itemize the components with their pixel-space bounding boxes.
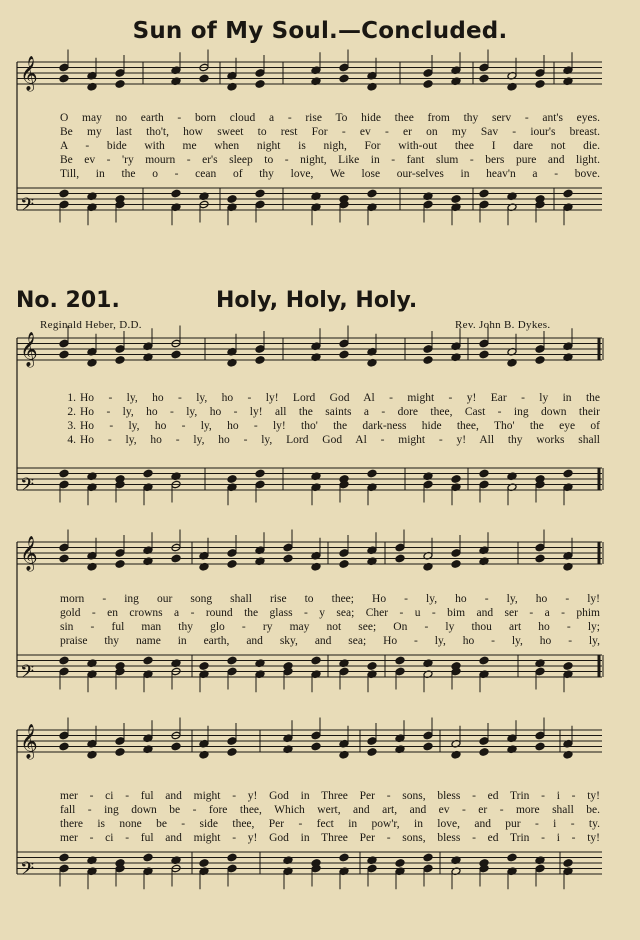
note-head	[535, 554, 545, 563]
note-head	[143, 656, 153, 665]
note-head	[563, 469, 573, 478]
note-head	[311, 742, 321, 751]
note-head	[535, 345, 545, 354]
composer-credit: Rev. John B. Dykes.	[455, 319, 551, 331]
note-head	[115, 748, 125, 757]
note-head	[367, 737, 377, 746]
verse-text: fall - ing down be - fore thee, Which wert, and art, and ev - er - more shall be.	[60, 804, 600, 816]
note-head	[479, 469, 489, 478]
verse-text: gold - en crowns a - round the glass - y sea; Cher - u - bim and ser - a - phim	[60, 607, 600, 619]
note-head	[227, 737, 237, 746]
note-head	[115, 69, 125, 78]
note-head	[339, 853, 349, 862]
note-head	[59, 656, 69, 665]
note-head	[367, 189, 377, 198]
note-head	[255, 356, 265, 365]
note-head	[479, 74, 489, 83]
verse-text: A - bide with me when night is nigh, For with-out thee I dare not die.	[60, 140, 600, 152]
clef-icon: 𝄞	[20, 332, 38, 367]
verse-line	[0, 406, 640, 420]
note-head	[423, 742, 433, 751]
note-head	[423, 80, 433, 89]
note-head	[311, 731, 321, 740]
note-head	[115, 737, 125, 746]
verse-line	[0, 168, 640, 182]
note-head	[115, 80, 125, 89]
verse-text: Be my last tho't, how sweet to rest For - ev - er on my Sav - iour's breast.	[60, 126, 600, 138]
note-head	[115, 549, 125, 558]
note-head	[227, 853, 237, 862]
note-head	[451, 549, 461, 558]
verse-text: praise thy name in earth, and sky, and sea; Ho - ly, ho - ly, ho - ly,	[60, 635, 600, 647]
note-head	[227, 195, 237, 204]
note-head	[339, 560, 349, 569]
note-head	[451, 560, 461, 569]
note-head	[255, 189, 265, 198]
note-head	[339, 667, 349, 676]
clef-icon: 𝄞	[20, 56, 38, 91]
note-head	[59, 200, 69, 209]
note-head	[171, 189, 181, 198]
note-head	[171, 742, 181, 751]
note-head	[59, 189, 69, 198]
hymn-number: No. 201.	[16, 288, 120, 313]
verse-line	[0, 818, 640, 832]
note-head	[479, 656, 489, 665]
note-head	[479, 63, 489, 72]
note-head	[423, 864, 433, 873]
verse-line	[0, 434, 640, 448]
verse-line	[0, 126, 640, 140]
note-head	[535, 80, 545, 89]
note-head	[143, 469, 153, 478]
verse-line	[0, 112, 640, 126]
note-head	[367, 748, 377, 757]
clef-icon: 𝄢	[20, 662, 35, 687]
note-head	[255, 345, 265, 354]
note-head	[507, 853, 517, 862]
verse-line	[0, 593, 640, 607]
note-head	[59, 350, 69, 359]
note-head	[59, 63, 69, 72]
note-head	[367, 864, 377, 873]
verse-line	[0, 790, 640, 804]
note-head	[255, 480, 265, 489]
note-head	[115, 560, 125, 569]
note-head	[563, 859, 573, 868]
note-head	[563, 662, 573, 671]
verse-line	[0, 140, 640, 154]
clef-icon: 𝄞	[20, 724, 38, 759]
verse-number: 3.	[67, 420, 76, 432]
continuation-title: Sun of My Soul.—Concluded.	[132, 18, 508, 44]
note-head	[395, 667, 405, 676]
verse-line	[0, 832, 640, 846]
verse-text: mer - ci - ful and might - y! God in Three Per - sons, bless - ed Trin - i - ty!	[60, 832, 600, 844]
note-head	[171, 554, 181, 563]
note-head	[59, 853, 69, 862]
note-head	[367, 469, 377, 478]
verse-line	[0, 635, 640, 649]
note-head	[171, 350, 181, 359]
note-head	[115, 345, 125, 354]
note-head	[423, 480, 433, 489]
note-head	[59, 742, 69, 751]
verse-text: Till, in the o - cean of thy love, We lose our-selves in heav'n a - bove.	[60, 168, 600, 180]
verse-text: Ho - ly, ho - ly, ho - ly! all the saints a - dore thee, Cast - ing down their	[80, 406, 600, 418]
note-head	[479, 350, 489, 359]
note-head	[535, 543, 545, 552]
note-head	[227, 560, 237, 569]
note-head	[59, 864, 69, 873]
note-head	[339, 549, 349, 558]
note-head	[367, 662, 377, 671]
verse-text: O may no earth - born cloud a - rise To hide thee from thy serv - ant's eyes.	[60, 112, 600, 124]
note-head	[59, 74, 69, 83]
verse-number: 1.	[67, 392, 76, 404]
verse-line	[0, 154, 640, 168]
clef-icon: 𝄢	[20, 475, 35, 500]
note-head	[395, 543, 405, 552]
verse-number: 2.	[67, 406, 76, 418]
clef-icon: 𝄢	[20, 859, 35, 884]
note-head	[339, 74, 349, 83]
note-head	[423, 853, 433, 862]
clef-icon: 𝄢	[20, 195, 35, 220]
verse-text: morn - ing our song shall rise to thee; Ho - ly, ho - ly, ho - ly!	[60, 593, 600, 605]
note-head	[59, 731, 69, 740]
note-head	[255, 80, 265, 89]
note-head	[339, 63, 349, 72]
note-head	[423, 731, 433, 740]
note-head	[479, 737, 489, 746]
note-head	[199, 859, 209, 868]
clef-icon: 𝄞	[20, 536, 38, 571]
verse-text: Ho - ly, ho - ly, ho - ly! Lord God Al - might - y! Ear - ly in the	[80, 392, 600, 404]
note-head	[479, 339, 489, 348]
note-head	[535, 69, 545, 78]
note-head	[143, 853, 153, 862]
verse-text: there is none be - side thee, Per - fect in pow'r, in love, and pur - i - ty.	[60, 818, 600, 830]
note-head	[339, 339, 349, 348]
verse-text: mer - ci - ful and might - y! God in Three Per - sons, bless - ed Trin - i - ty!	[60, 790, 600, 802]
lyricist-credit: Reginald Heber, D.D.	[40, 319, 142, 331]
verse-line	[0, 420, 640, 434]
note-head	[535, 731, 545, 740]
note-head	[199, 662, 209, 671]
note-head	[423, 356, 433, 365]
note-head	[535, 742, 545, 751]
note-head	[227, 748, 237, 757]
verse-text: Ho - ly, ho - ly, ho - ly! tho' the dark-ness hide thee, Tho' the eye of	[80, 420, 600, 432]
verse-text: sin - ful man thy glo - ry may not see; On - ly thou art ho - ly;	[60, 621, 600, 633]
note-head	[395, 656, 405, 665]
note-head	[479, 200, 489, 209]
note-head	[227, 864, 237, 873]
note-head	[451, 475, 461, 484]
note-head	[59, 469, 69, 478]
note-head	[227, 667, 237, 676]
note-head	[227, 475, 237, 484]
verse-number: 4.	[67, 434, 76, 446]
note-head	[199, 74, 209, 83]
note-head	[339, 350, 349, 359]
note-head	[479, 480, 489, 489]
note-head	[395, 859, 405, 868]
verse-text: Ho - ly, ho - ly, ho - ly, Lord God Al - might - y! All thy works shall	[80, 434, 600, 446]
verse-line	[0, 607, 640, 621]
note-head	[451, 195, 461, 204]
verse-line	[0, 621, 640, 635]
note-head	[59, 667, 69, 676]
note-head	[283, 543, 293, 552]
note-head	[59, 554, 69, 563]
note-head	[255, 200, 265, 209]
note-head	[59, 339, 69, 348]
note-head	[535, 356, 545, 365]
note-head	[59, 480, 69, 489]
note-head	[535, 864, 545, 873]
verse-line	[0, 804, 640, 818]
note-head	[479, 748, 489, 757]
verse-text: Be ev - 'ry mourn - er's sleep to - night, Like in - fant slum - bers pure and light.	[60, 154, 600, 166]
note-head	[255, 69, 265, 78]
note-head	[255, 469, 265, 478]
note-head	[311, 656, 321, 665]
note-head	[59, 543, 69, 552]
note-head	[423, 345, 433, 354]
note-head	[395, 554, 405, 563]
note-head	[423, 200, 433, 209]
note-head	[283, 554, 293, 563]
note-head	[115, 356, 125, 365]
note-head	[227, 549, 237, 558]
note-head	[479, 189, 489, 198]
note-head	[563, 189, 573, 198]
note-head	[423, 69, 433, 78]
note-head	[535, 667, 545, 676]
note-head	[227, 656, 237, 665]
hymn-title: Holy, Holy, Holy.	[216, 288, 418, 313]
verse-line	[0, 392, 640, 406]
